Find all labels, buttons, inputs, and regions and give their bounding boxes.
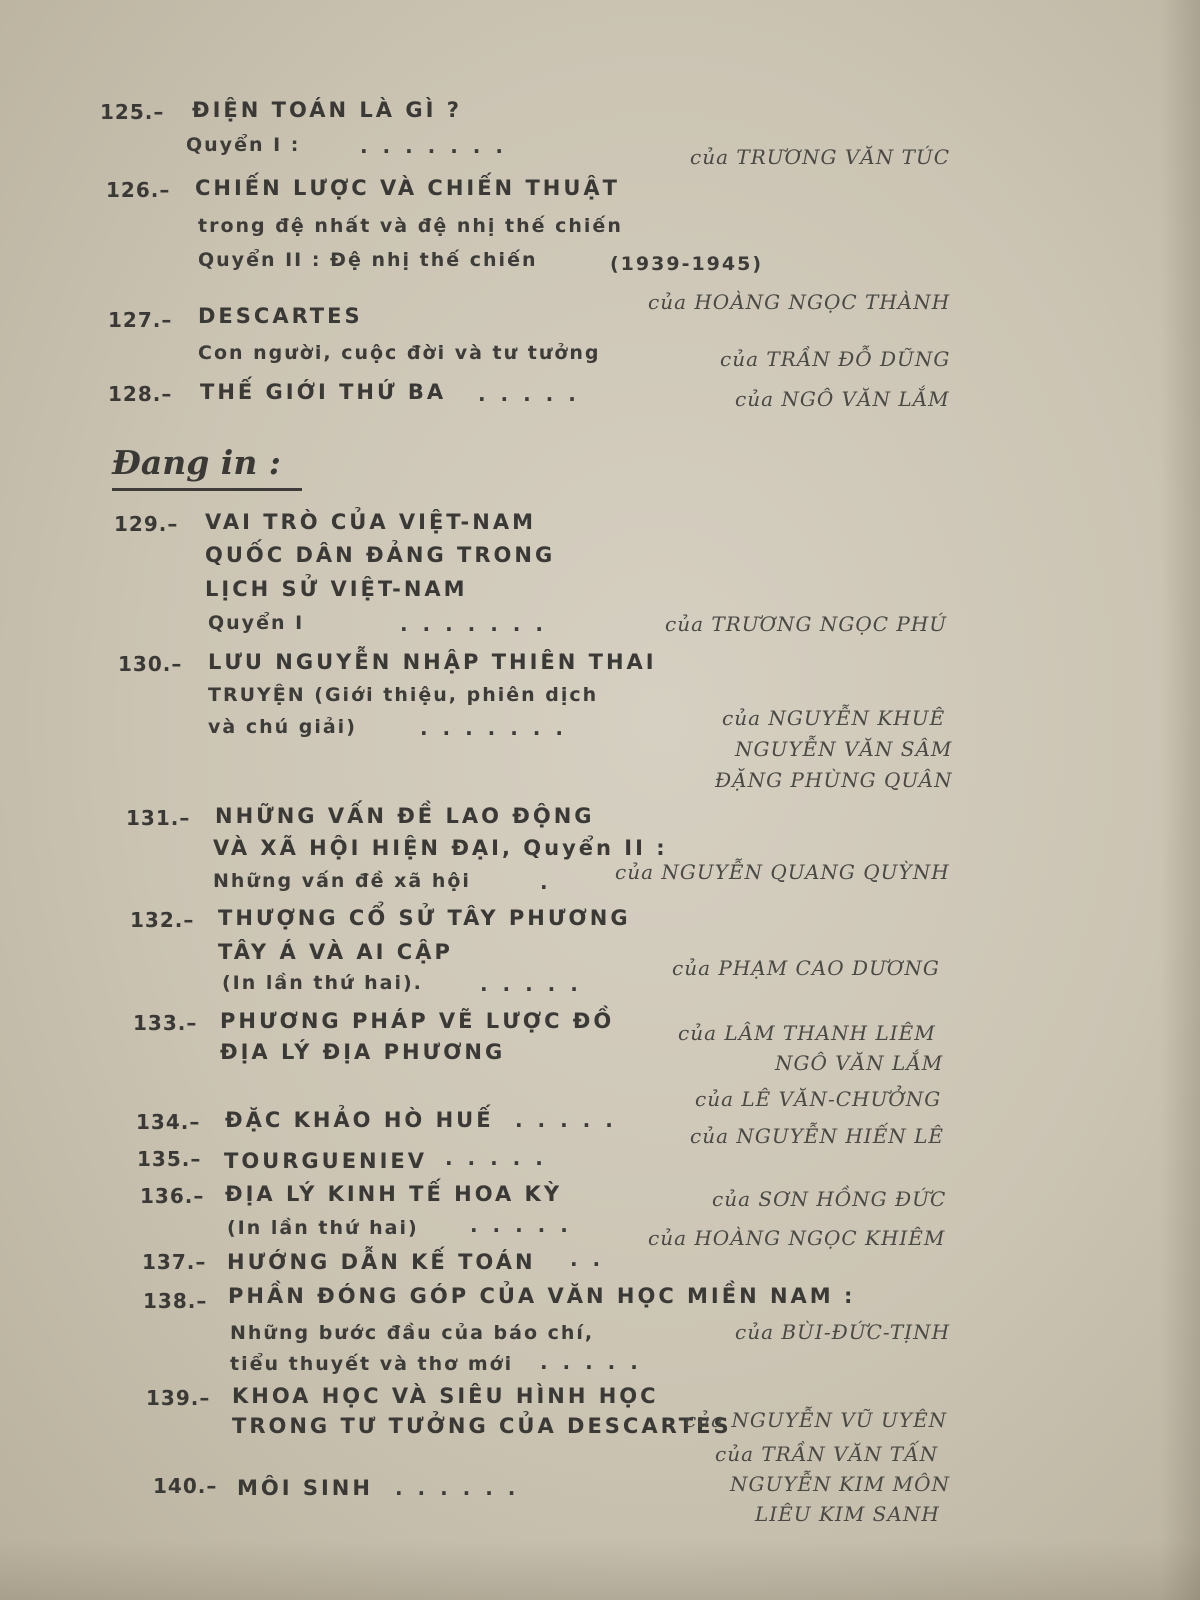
entry-author: LIÊU KIM SANH	[755, 1502, 940, 1526]
entry-subtitle: tiểu thuyết và thơ mới	[230, 1353, 514, 1375]
entry-subtitle: TRUYỆN (Giới thiệu, phiên dịch	[208, 684, 599, 706]
entry-number: 132.–	[130, 908, 195, 932]
leader-dots: . . . . .	[470, 1213, 572, 1237]
entry-number: 126.–	[106, 178, 171, 202]
entry-author: của PHẠM CAO DƯƠNG	[672, 956, 940, 980]
entry-author: của LÂM THANH LIÊM	[678, 1021, 936, 1045]
entry-title: VAI TRÒ CỦA VIỆT-NAM	[205, 510, 536, 534]
entry-author: của LÊ VĂN-CHƯỞNG	[695, 1087, 942, 1111]
leader-dots: . . . . . . .	[360, 134, 507, 158]
entry-title: CHIẾN LƯỢC VÀ CHIẾN THUẬT	[195, 176, 620, 200]
entry-number: 138.–	[143, 1289, 208, 1313]
entry-author: NGÔ VĂN LẮM	[775, 1051, 944, 1075]
leader-dots: .	[540, 870, 552, 894]
entry-title: TOURGUENIEV	[224, 1149, 428, 1173]
entry-title: LƯU NGUYỄN NHẬP THIÊN THAI	[208, 650, 657, 674]
entry-author: của TRẦN VĂN TẤN	[715, 1442, 939, 1466]
entry-author: của HOÀNG NGỌC KHIÊM	[648, 1226, 946, 1250]
leader-dots: . . . . . . .	[400, 612, 547, 636]
entry-number: 133.–	[133, 1011, 198, 1035]
entry-title: ĐỊA LÝ ĐỊA PHƯƠNG	[220, 1040, 506, 1064]
entry-author: NGUYỄN VĂN SÂM	[735, 737, 953, 761]
entry-number: 129.–	[114, 512, 179, 536]
entry-title: HƯỚNG DẪN KẾ TOÁN	[227, 1250, 536, 1274]
entry-author: của TRẦN ĐỖ DŨNG	[720, 347, 951, 371]
leader-dots: . .	[570, 1247, 605, 1271]
entry-author: của NGUYỄN VŨ UYÊN	[685, 1408, 948, 1432]
entry-title: QUỐC DÂN ĐẢNG TRONG	[205, 543, 556, 567]
leader-dots: . . . . . .	[395, 1476, 520, 1500]
entry-title: LỊCH SỬ VIỆT-NAM	[205, 577, 468, 601]
entry-author: của NGUYỄN HIẾN LÊ	[690, 1124, 945, 1148]
entry-author: của SƠN HỒNG ĐỨC	[712, 1187, 947, 1211]
entry-number: 130.–	[118, 652, 183, 676]
entry-years: (1939-1945)	[610, 253, 764, 275]
leader-dots: . . . . .	[478, 382, 580, 406]
entry-subtitle: Con người, cuộc đời và tư tưởng	[198, 342, 601, 364]
page-bottom-shadow	[0, 1540, 1200, 1600]
entry-author: của TRƯƠNG VĂN TÚC	[690, 145, 951, 169]
section-heading: Đang in :	[112, 443, 281, 482]
entry-title: THẾ GIỚI THỨ BA	[200, 380, 447, 404]
entry-subtitle: Quyển I :	[186, 134, 301, 156]
section-heading-underline	[112, 488, 302, 491]
entry-title: TRONG TƯ TƯỞNG CỦA DESCARTES	[232, 1414, 732, 1438]
entry-subtitle: Những bước đầu của báo chí,	[230, 1322, 595, 1344]
leader-dots: . . . . .	[540, 1350, 642, 1374]
entry-subtitle: Quyển II : Đệ nhị thế chiến	[198, 249, 538, 271]
entry-author: của HOÀNG NGỌC THÀNH	[648, 290, 951, 314]
entry-subtitle: trong đệ nhất và đệ nhị thế chiến	[198, 215, 623, 237]
entry-author: của BÙI-ĐỨC-TỊNH	[735, 1320, 951, 1344]
entry-title: ĐỊA LÝ KINH TẾ HOA KỲ	[225, 1182, 563, 1206]
entry-subtitle: Quyển I	[208, 612, 305, 634]
entry-title: TÂY Á VÀ AI CẬP	[218, 940, 453, 964]
entry-author: ĐẶNG PHÙNG QUÂN	[715, 768, 953, 792]
entry-number: 131.–	[126, 806, 191, 830]
entry-subtitle: và chú giải)	[208, 716, 357, 738]
leader-dots: . . . . .	[445, 1146, 547, 1170]
entry-number: 134.–	[136, 1110, 201, 1134]
leader-dots: . . . . . . .	[420, 716, 567, 740]
entry-number: 127.–	[108, 308, 173, 332]
entry-author: của NGUYỄN KHUÊ	[722, 706, 946, 730]
entry-subtitle: (In lần thứ hai)	[227, 1217, 419, 1239]
entry-author: của NGUYỄN QUANG QUỲNH	[615, 860, 950, 884]
entry-number: 139.–	[146, 1386, 211, 1410]
entry-number: 128.–	[108, 382, 173, 406]
leader-dots: . . . . .	[480, 972, 582, 996]
entry-title: MÔI SINH	[237, 1476, 373, 1500]
leader-dots: . . . . .	[515, 1108, 617, 1132]
entry-title: KHOA HỌC VÀ SIÊU HÌNH HỌC	[232, 1384, 659, 1408]
entry-author: của NGÔ VĂN LẮM	[735, 387, 950, 411]
entry-number: 136.–	[140, 1184, 205, 1208]
entry-number: 140.–	[153, 1474, 218, 1498]
entry-number: 137.–	[142, 1250, 207, 1274]
entry-title: ĐẶC KHẢO HÒ HUẾ	[225, 1108, 494, 1132]
entry-title: ĐIỆN TOÁN LÀ GÌ ?	[192, 98, 462, 122]
entry-subtitle: (In lần thứ hai).	[222, 972, 423, 994]
entry-number: 125.–	[100, 100, 165, 124]
entry-title: THƯỢNG CỔ SỬ TÂY PHƯƠNG	[218, 906, 631, 930]
entry-author: NGUYỄN KIM MÔN	[730, 1472, 951, 1496]
entry-author: của TRƯƠNG NGỌC PHÚ	[665, 612, 948, 636]
entry-title: VÀ XÃ HỘI HIỆN ĐẠI, Quyển II :	[213, 836, 668, 860]
entry-title: NHỮNG VẤN ĐỀ LAO ĐỘNG	[215, 804, 595, 828]
page-shadow	[1160, 0, 1200, 1600]
entry-title: DESCARTES	[198, 304, 363, 328]
entry-subtitle: Những vấn đề xã hội	[213, 870, 471, 892]
entry-title: PHẦN ĐÓNG GÓP CỦA VĂN HỌC MIỀN NAM :	[228, 1284, 856, 1308]
entry-number: 135.–	[137, 1147, 202, 1171]
entry-title: PHƯƠNG PHÁP VẼ LƯỢC ĐỒ	[220, 1009, 615, 1033]
